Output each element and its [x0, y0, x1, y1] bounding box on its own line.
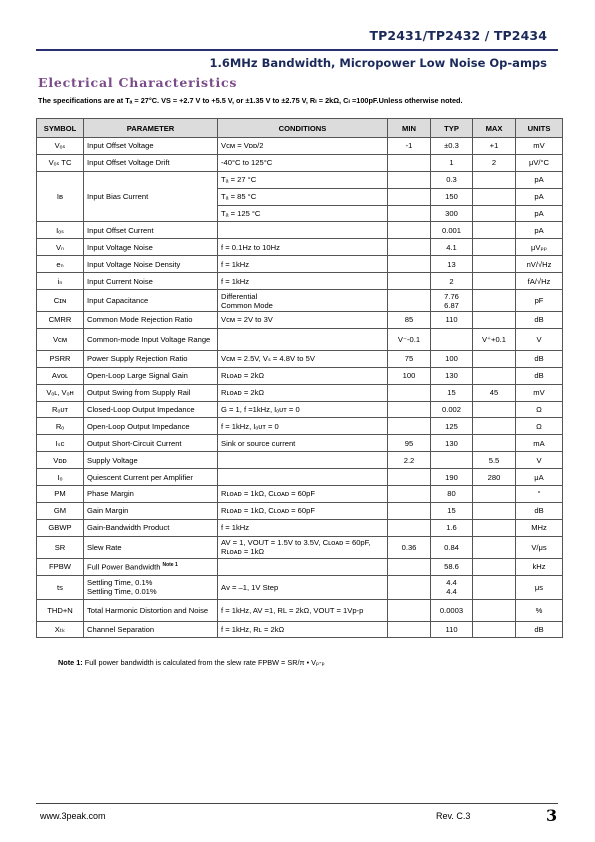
symbol-cell: PM — [37, 486, 84, 503]
symbol-cell: PSRR — [37, 350, 84, 367]
typ-cell: ±0.3 — [431, 138, 473, 155]
conditions-cell — [218, 222, 388, 239]
typ-cell: 0.002 — [431, 401, 473, 418]
max-cell — [473, 599, 516, 621]
min-cell — [388, 599, 431, 621]
units-cell: mV — [516, 138, 563, 155]
typ-cell: 100 — [431, 350, 473, 367]
conditions-cell: Vᴄᴍ = 2V to 3V — [218, 312, 388, 329]
table-row — [37, 328, 563, 350]
symbol-cell: Vᴅᴅ — [37, 452, 84, 469]
parameter-cell: Supply Voltage — [84, 452, 218, 469]
min-cell — [388, 384, 431, 401]
parameter-cell: Input Voltage Noise Density — [84, 256, 218, 273]
max-cell — [473, 486, 516, 503]
max-cell — [473, 418, 516, 435]
table-row — [37, 435, 563, 452]
table-row — [37, 171, 563, 188]
min-cell — [388, 401, 431, 418]
typ-cell: 110 — [431, 312, 473, 329]
column-header: SYMBOL — [37, 119, 84, 138]
parameter-cell: Closed-Loop Output Impedance — [84, 401, 218, 418]
min-cell — [388, 575, 431, 599]
units-cell: fA/√Hz — [516, 273, 563, 290]
conditions-cell: Vᴄᴍ = 2.5V, Vₛ = 4.8V to 5V — [218, 350, 388, 367]
parameter-cell: Common-mode Input Voltage Range — [84, 328, 218, 350]
table-row — [37, 536, 563, 558]
parameter-cell: Open-Loop Large Signal Gain — [84, 367, 218, 384]
conditions-cell: f = 1kHz — [218, 519, 388, 536]
column-header: UNITS — [516, 119, 563, 138]
units-cell: mV — [516, 384, 563, 401]
typ-cell: 0.84 — [431, 536, 473, 558]
max-cell — [473, 575, 516, 599]
table-row — [37, 418, 563, 435]
table-row — [37, 290, 563, 312]
table-header-row — [37, 119, 563, 138]
min-cell — [388, 154, 431, 171]
units-cell: dB — [516, 367, 563, 384]
symbol-cell: GBWP — [37, 519, 84, 536]
parameter-cell: Total Harmonic Distortion and Noise — [84, 599, 218, 621]
min-cell — [388, 273, 431, 290]
min-cell — [388, 256, 431, 273]
parameter-label: Full Power Bandwidth — [87, 562, 161, 572]
typ-cell: 1.6 — [431, 519, 473, 536]
parameter-cell: Gain Margin — [84, 502, 218, 519]
units-cell: V — [516, 452, 563, 469]
min-cell: 0.36 — [388, 536, 431, 558]
table-row — [37, 154, 563, 171]
min-cell — [388, 239, 431, 256]
conditions-cell: -40°C to 125°C — [218, 154, 388, 171]
max-cell — [473, 519, 516, 536]
max-cell — [473, 256, 516, 273]
units-cell: V/μs — [516, 536, 563, 558]
typ-cell — [431, 452, 473, 469]
typ-cell: 190 — [431, 469, 473, 486]
column-header: TYP — [431, 119, 473, 138]
parameter-cell: Settling Time, 0.1% Settling Time, 0.01% — [84, 575, 218, 599]
max-cell — [473, 621, 516, 638]
max-cell — [473, 536, 516, 558]
typ-cell: 300 — [431, 205, 473, 222]
conditions-cell: Rʟᴏᴀᴅ = 1kΩ, Cʟᴏᴀᴅ = 60pF — [218, 502, 388, 519]
symbol-cell: THD+N — [37, 599, 84, 621]
footer-revision: Rev. C.3 — [436, 811, 471, 821]
symbol-cell: Vₙ — [37, 239, 84, 256]
conditions-cell — [218, 469, 388, 486]
units-cell: μV/°C — [516, 154, 563, 171]
min-cell: 85 — [388, 312, 431, 329]
units-cell: ° — [516, 486, 563, 503]
typ-cell: 15 — [431, 502, 473, 519]
max-cell — [473, 435, 516, 452]
units-cell: pF — [516, 290, 563, 312]
conditions-cell: Vᴄᴍ = Vᴅᴅ/2 — [218, 138, 388, 155]
section-title: Electrical Characteristics — [38, 75, 238, 90]
max-cell — [473, 273, 516, 290]
units-cell: μs — [516, 575, 563, 599]
units-cell: dB — [516, 312, 563, 329]
conditions-cell: f = 1kHz — [218, 273, 388, 290]
typ-cell: 0.001 — [431, 222, 473, 239]
table-body — [37, 138, 563, 638]
typ-cell: 80 — [431, 486, 473, 503]
min-cell — [388, 290, 431, 312]
symbol-cell: Rₒᴜᴛ — [37, 401, 84, 418]
parameter-cell: Input Bias Current — [84, 171, 218, 222]
parameter-cell — [84, 558, 218, 575]
min-cell — [388, 519, 431, 536]
conditions-cell: Tₐ = 85 °C — [218, 188, 388, 205]
table-row — [37, 273, 563, 290]
table-row — [37, 312, 563, 329]
parameter-cell: Common Mode Rejection Ratio — [84, 312, 218, 329]
parameter-cell: Output Short-Circuit Current — [84, 435, 218, 452]
conditions-cell: f = 1kHz, AV =1, RL = 2kΩ, VOUT = 1Vp-p — [218, 599, 388, 621]
parameter-cell: Channel Separation — [84, 621, 218, 638]
max-cell — [473, 239, 516, 256]
units-cell: dB — [516, 502, 563, 519]
footnote-text: Full power bandwidth is calculated from the slew rate FPBW = SR/π • Vₚ-ₚ — [84, 658, 325, 667]
units-cell: μVₚₚ — [516, 239, 563, 256]
units-cell: pA — [516, 171, 563, 188]
document-subtitle: 1.6MHz Bandwidth, Micropower Low Noise Op-amps — [209, 56, 547, 70]
column-header: MAX — [473, 119, 516, 138]
table-row — [37, 138, 563, 155]
max-cell: 5.5 — [473, 452, 516, 469]
column-header: CONDITIONS — [218, 119, 388, 138]
units-cell: pA — [516, 188, 563, 205]
symbol-cell: Iₛᴄ — [37, 435, 84, 452]
symbol-cell: ts — [37, 575, 84, 599]
conditions-cell — [218, 452, 388, 469]
spec-conditions: The specifications are at Tₐ = 27°C. VS = +2.7 V to +5.5 V, or ±1.35 V to ±2.75 V, Rₗ = 2kΩ, Cₗ =100pF.Unless otherwise noted. — [38, 96, 463, 105]
conditions-cell: f = 1kHz, Iₒᴜᴛ = 0 — [218, 418, 388, 435]
parameter-cell: Input Capacitance — [84, 290, 218, 312]
header-divider — [36, 49, 558, 51]
conditions-cell: f = 1kHz, Rʟ = 2kΩ — [218, 621, 388, 638]
symbol-cell: Iₒₛ — [37, 222, 84, 239]
parameter-cell: Input Current Noise — [84, 273, 218, 290]
conditions-cell: f = 0.1Hz to 10Hz — [218, 239, 388, 256]
units-cell: kHz — [516, 558, 563, 575]
typ-cell: 4.1 — [431, 239, 473, 256]
symbol-cell: FPBW — [37, 558, 84, 575]
min-cell — [388, 418, 431, 435]
table-row — [37, 558, 563, 575]
symbol-cell: iₙ — [37, 273, 84, 290]
symbol-cell: CMRR — [37, 312, 84, 329]
symbol-cell: Vₒₛ TC — [37, 154, 84, 171]
footnote-label: Note 1: — [58, 658, 83, 667]
conditions-cell: f = 1kHz — [218, 256, 388, 273]
units-cell: V — [516, 328, 563, 350]
symbol-cell: Vₒₛ — [37, 138, 84, 155]
table-row — [37, 469, 563, 486]
units-cell: pA — [516, 222, 563, 239]
footnote — [58, 658, 325, 667]
typ-cell — [431, 328, 473, 350]
max-cell — [473, 205, 516, 222]
units-cell: Ω — [516, 401, 563, 418]
typ-cell: 2 — [431, 273, 473, 290]
min-cell — [388, 205, 431, 222]
max-cell — [473, 367, 516, 384]
symbol-cell: Aᴠᴏʟ — [37, 367, 84, 384]
table-row — [37, 575, 563, 599]
units-cell: nV/√Hz — [516, 256, 563, 273]
max-cell — [473, 558, 516, 575]
column-header: MIN — [388, 119, 431, 138]
conditions-cell: Tₐ = 27 °C — [218, 171, 388, 188]
units-cell: mA — [516, 435, 563, 452]
max-cell — [473, 350, 516, 367]
max-cell: +1 — [473, 138, 516, 155]
conditions-cell: Tₐ = 125 °C — [218, 205, 388, 222]
table-row — [37, 621, 563, 638]
parameter-cell: Output Swing from Supply Rail — [84, 384, 218, 401]
symbol-cell: Iₒ — [37, 469, 84, 486]
min-cell: -1 — [388, 138, 431, 155]
typ-cell: 7.76 6.87 — [431, 290, 473, 312]
typ-cell: 150 — [431, 188, 473, 205]
parameter-cell: Gain-Bandwidth Product — [84, 519, 218, 536]
table-row — [37, 401, 563, 418]
table-row — [37, 486, 563, 503]
min-cell — [388, 171, 431, 188]
max-cell: V⁺+0.1 — [473, 328, 516, 350]
max-cell — [473, 312, 516, 329]
parameter-cell: Input Offset Voltage Drift — [84, 154, 218, 171]
conditions-cell — [218, 558, 388, 575]
units-cell: % — [516, 599, 563, 621]
typ-cell: 15 — [431, 384, 473, 401]
table-row — [37, 256, 563, 273]
symbol-cell: Iʙ — [37, 171, 84, 222]
parameter-cell: Input Offset Voltage — [84, 138, 218, 155]
units-cell: dB — [516, 621, 563, 638]
min-cell — [388, 621, 431, 638]
max-cell — [473, 188, 516, 205]
max-cell — [473, 502, 516, 519]
footer-divider — [36, 803, 558, 804]
max-cell — [473, 171, 516, 188]
units-cell: MHz — [516, 519, 563, 536]
units-cell: Ω — [516, 418, 563, 435]
typ-cell: 130 — [431, 435, 473, 452]
conditions-cell: Sink or source current — [218, 435, 388, 452]
conditions-cell: Aᴠ = –1, 1V Step — [218, 575, 388, 599]
max-cell: 2 — [473, 154, 516, 171]
conditions-cell — [218, 328, 388, 350]
symbol-cell: GM — [37, 502, 84, 519]
symbol-cell: eₙ — [37, 256, 84, 273]
footer-url: www.3peak.com — [40, 811, 106, 821]
units-cell: dB — [516, 350, 563, 367]
max-cell — [473, 401, 516, 418]
page-number: 3 — [546, 806, 558, 825]
typ-cell: 130 — [431, 367, 473, 384]
parameter-cell: Power Supply Rejection Ratio — [84, 350, 218, 367]
typ-cell: 58.6 — [431, 558, 473, 575]
conditions-cell: Rʟᴏᴀᴅ = 2kΩ — [218, 384, 388, 401]
symbol-cell: Rₒ — [37, 418, 84, 435]
typ-cell: 1 — [431, 154, 473, 171]
part-numbers: TP2431/TP2432 / TP2434 — [369, 28, 547, 43]
max-cell: 45 — [473, 384, 516, 401]
min-cell — [388, 222, 431, 239]
symbol-cell: Cɪɴ — [37, 290, 84, 312]
typ-cell: 4.4 4.4 — [431, 575, 473, 599]
typ-cell: 110 — [431, 621, 473, 638]
conditions-cell: Differential Common Mode — [218, 290, 388, 312]
parameter-cell: Input Voltage Noise — [84, 239, 218, 256]
parameter-cell: Phase Margin — [84, 486, 218, 503]
typ-cell: 0.0003 — [431, 599, 473, 621]
units-cell: μA — [516, 469, 563, 486]
min-cell: 95 — [388, 435, 431, 452]
conditions-cell: G = 1, f =1kHz, Iₒᴜᴛ = 0 — [218, 401, 388, 418]
typ-cell: 13 — [431, 256, 473, 273]
electrical-characteristics-table — [36, 118, 563, 638]
parameter-cell: Slew Rate — [84, 536, 218, 558]
conditions-cell: Rʟᴏᴀᴅ = 2kΩ — [218, 367, 388, 384]
table-row — [37, 502, 563, 519]
table-row — [37, 384, 563, 401]
min-cell — [388, 469, 431, 486]
table-row — [37, 239, 563, 256]
max-cell — [473, 290, 516, 312]
min-cell — [388, 486, 431, 503]
typ-cell: 125 — [431, 418, 473, 435]
units-cell: pA — [516, 205, 563, 222]
symbol-cell: Vᴄᴍ — [37, 328, 84, 350]
table-row — [37, 367, 563, 384]
symbol-cell: SR — [37, 536, 84, 558]
table-row — [37, 519, 563, 536]
min-cell — [388, 558, 431, 575]
table-row — [37, 452, 563, 469]
table-row — [37, 350, 563, 367]
min-cell: 100 — [388, 367, 431, 384]
max-cell — [473, 222, 516, 239]
conditions-cell: AV = 1, VOUT = 1.5V to 3.5V, Cʟᴏᴀᴅ = 60pF, Rʟᴏᴀᴅ = 1kΩ — [218, 536, 388, 558]
min-cell: 2.2 — [388, 452, 431, 469]
parameter-cell: Quiescent Current per Amplifier — [84, 469, 218, 486]
parameter-cell: Input Offset Current — [84, 222, 218, 239]
typ-cell: 0.3 — [431, 171, 473, 188]
column-header: PARAMETER — [84, 119, 218, 138]
table-row — [37, 222, 563, 239]
parameter-cell: Open-Loop Output Impedance — [84, 418, 218, 435]
min-cell: 75 — [388, 350, 431, 367]
max-cell: 280 — [473, 469, 516, 486]
symbol-cell: Xₜₖ — [37, 621, 84, 638]
min-cell — [388, 188, 431, 205]
conditions-cell: Rʟᴏᴀᴅ = 1kΩ, Cʟᴏᴀᴅ = 60pF — [218, 486, 388, 503]
table-row — [37, 599, 563, 621]
min-cell: V⁻-0.1 — [388, 328, 431, 350]
min-cell — [388, 502, 431, 519]
note-reference: Note 1 — [162, 562, 178, 569]
symbol-cell: Vₒʟ, Vₒʜ — [37, 384, 84, 401]
